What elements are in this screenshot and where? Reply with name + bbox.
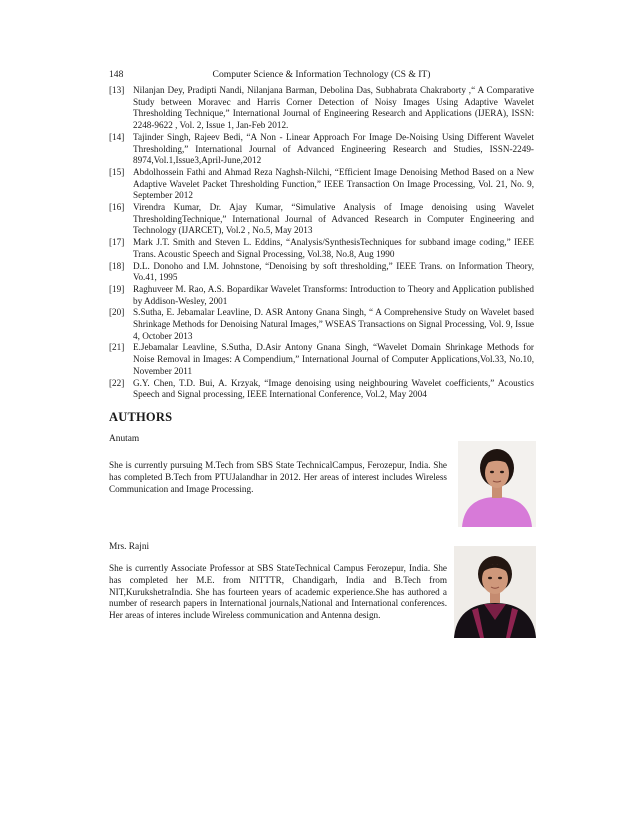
reference-item bbox=[109, 132, 534, 167]
reference-text: Abdolhossein Fathi and Ahmad Reza Naghsh-Nilchi, “Efficient Image Denoising Method Based on a New Adaptive Wavelet Packet Thresholding Function,” IEEE Transaction On Image Processing, Vol. 21, No. 9, September 2012 bbox=[133, 166, 534, 201]
reference-number: [16] bbox=[109, 202, 125, 213]
author-name: Mrs. Rajni bbox=[109, 542, 150, 552]
reference-text: Virendra Kumar, Dr. Ajay Kumar, “Simulative Analysis of Image denoising using Wavelet ThresholdingTechnique,” International Journal of Advanced Research in Computer Engineering and Technology (IJARCET), Vol.2 , No.5, May 2013 bbox=[133, 202, 534, 236]
reference-text: Raghuveer M. Rao, A.S. Bopardikar Wavelet Transforms: Introduction to Theory and Application published by Addison-Wesley, 2001 bbox=[133, 283, 534, 306]
reference-text: D.L. Donoho and I.M. Johnstone, “Denoising by soft thresholding,” IEEE Trans. on Information Theory, Vo.41, 1995 bbox=[133, 260, 534, 283]
reference-number: [19] bbox=[109, 283, 125, 294]
reference-number: [14] bbox=[109, 131, 125, 142]
reference-text: S.Sutha, E. Jebamalar Leavline, D. ASR Antony Gnana Singh, “ A Comprehensive Study on Wavelet based Shrinkage Methods for Denoising Natural Images,” WSEAS Transactions on Signal Processing, Vol. 9, Issue 4, October 2013 bbox=[133, 307, 534, 341]
reference-text: Nilanjan Dey, Pradipti Nandi, Nilanjana Barman, Debolina Das, Subhabrata Chakraborty ,“ A Comparative Study between Moravec and Harris Corner Detection of Noisy Images Using Adaptive Wavelet Thresholding Technique,” International Journal of Engineering Research and Applications (IJERA), ISSN: 2248-9622 , Vol. 2, Issue 1, Jan-Feb 2012. bbox=[133, 85, 534, 131]
reference-item bbox=[109, 342, 534, 377]
reference-item bbox=[109, 261, 534, 284]
author-photo bbox=[458, 441, 536, 527]
author-photo bbox=[454, 546, 536, 638]
page-number: 148 bbox=[109, 69, 124, 80]
reference-item bbox=[109, 284, 534, 307]
author-bio: She is currently Associate Professor at SBS StateTechnical Campus Ferozepur, India. She has completed her M.E. from NITTTR, Chandigarh, India and B.Tech from NIT,KurukshetraIndia. She has fourteen years of academic experience.She has authored a number of research papers in International journals,National and International conferences. Her areas of interes include Wireless communication and Antenna design. bbox=[109, 563, 447, 621]
reference-text: Tajinder Singh, Rajeev Bedi, “A Non - Linear Approach For Image De-Noising Using Different Wavelet Thresholding,” International Journal of Advanced Engineering Research and Studies, ISSN-2249-8974,Vol.1,Issue3,April-June,2012 bbox=[133, 131, 534, 166]
reference-item bbox=[109, 85, 534, 132]
author-bio: She is currently pursuing M.Tech from SBS State TechnicalCampus, Ferozepur, India. She has completed B.Tech from PTUJalandhar in 2012. Her areas of interest includes Wireless Communication and Image Processing. bbox=[109, 460, 447, 494]
authors-heading: AUTHORS bbox=[109, 410, 173, 424]
page-header bbox=[109, 68, 534, 82]
reference-text: E.Jebamalar Leavline, S.Sutha, D.Asir Antony Gnana Singh, “Wavelet Domain Shrinkage Methods for Noise Removal in Images: A Compendium,” International Journal of Computer Applications,Vol.33, No.10, November 2011 bbox=[133, 342, 534, 376]
reference-item bbox=[109, 307, 534, 342]
journal-title: Computer Science & Information Technology (CS & IT) bbox=[212, 69, 431, 80]
reference-item bbox=[109, 237, 534, 260]
reference-text: G.Y. Chen, T.D. Bui, A. Krzyak, “Image denoising using neighbouring Wavelet coefficients,” Acoustics Speech and Signal processing, IEEE International Conference, Vol.2, May 2004 bbox=[133, 377, 534, 400]
reference-number: [15] bbox=[109, 166, 125, 177]
reference-number: [20] bbox=[109, 307, 125, 318]
reference-number: [21] bbox=[109, 342, 125, 353]
reference-item bbox=[109, 167, 534, 202]
reference-item bbox=[109, 378, 534, 401]
reference-number: [17] bbox=[109, 237, 125, 248]
author-name: Anutam bbox=[109, 434, 140, 444]
reference-item bbox=[109, 202, 534, 237]
reference-number: [18] bbox=[109, 260, 125, 271]
reference-text: Mark J.T. Smith and Steven L. Eddins, “Analysis/SynthesisTechniques for subband image coding,” IEEE Trans. Acoustic Speech and Signal Processing, Vol.38, No.8, Aug 1990 bbox=[133, 237, 534, 259]
reference-number: [22] bbox=[109, 377, 125, 388]
references-list bbox=[109, 85, 534, 401]
reference-number: [13] bbox=[109, 85, 125, 95]
